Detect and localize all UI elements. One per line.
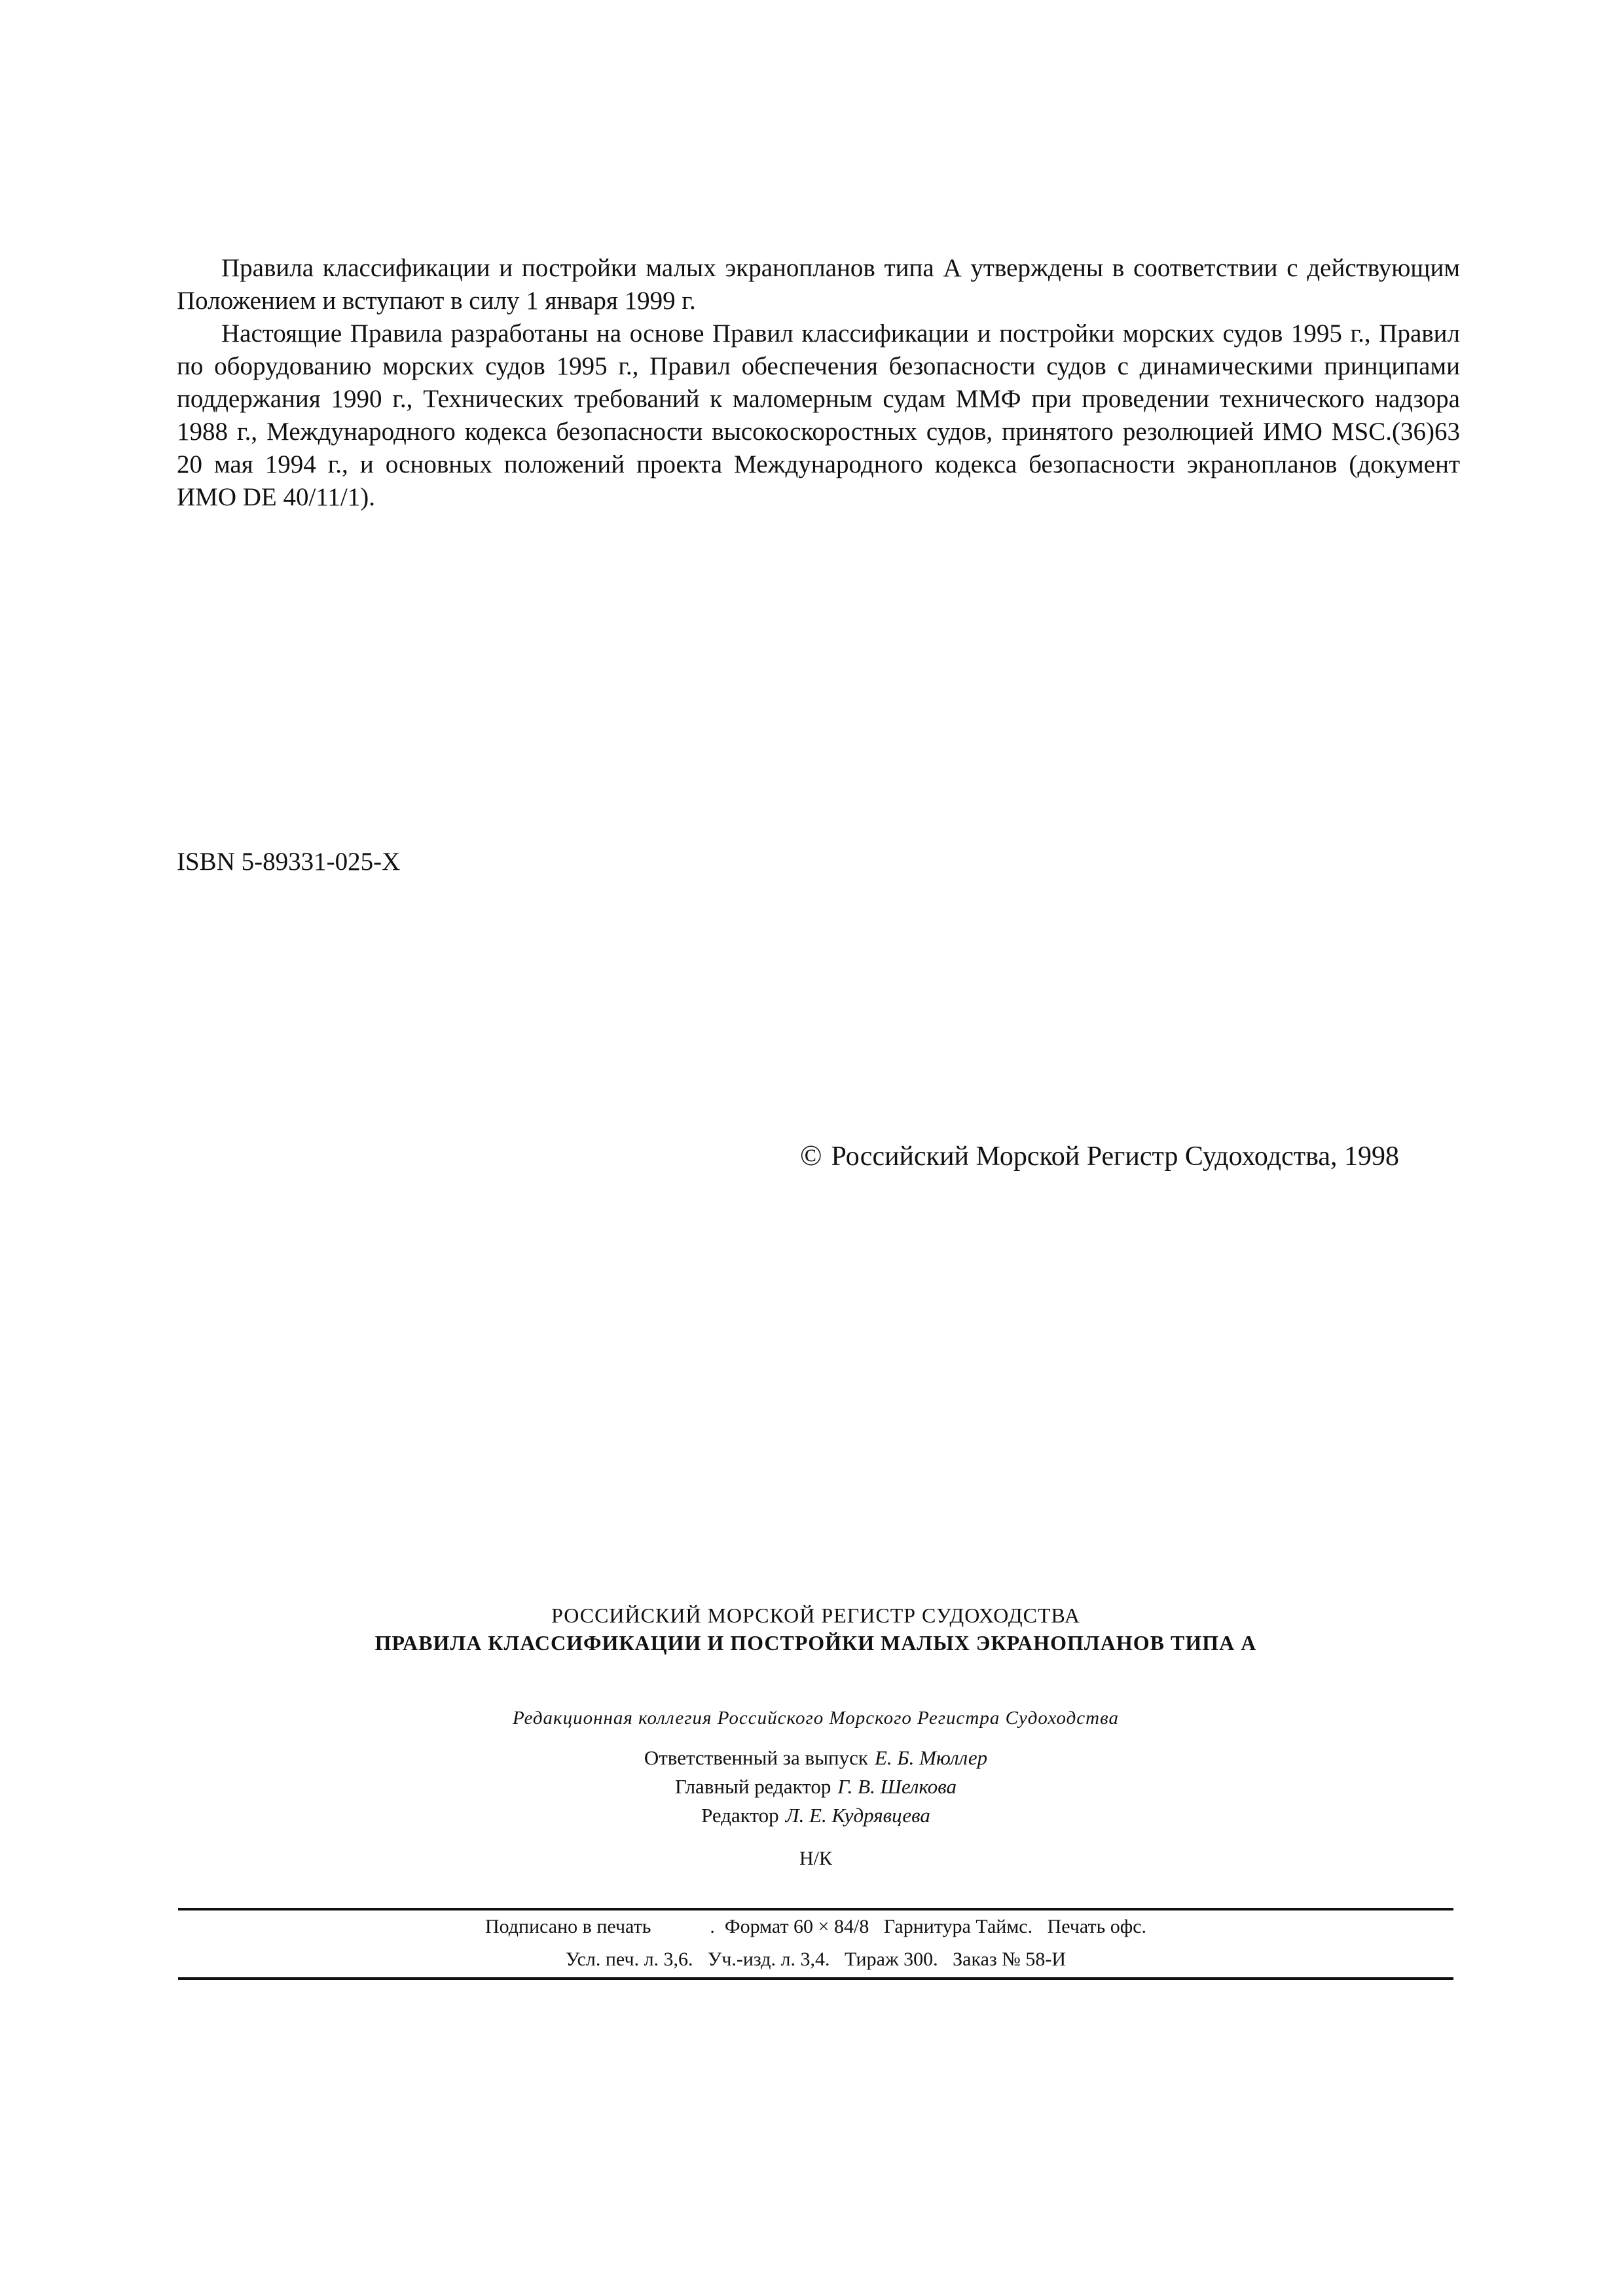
- copyright-notice: [800, 1139, 1399, 1174]
- print-info-bottom-rule: [178, 1977, 1453, 1980]
- imprint-editorial-board: Редакционная коллегия Российского Морского Регистра Судоходства: [513, 1708, 1119, 1729]
- staff-row-editor: [177, 1801, 1455, 1830]
- imprint-staff: [177, 1744, 1455, 1830]
- staff-name: Г. В. Шелкова: [837, 1775, 957, 1798]
- copyright-icon: ©: [800, 1139, 822, 1172]
- staff-role: Ответственный за выпуск: [644, 1746, 868, 1769]
- staff-row-responsible: [177, 1744, 1455, 1772]
- imprint-organization: РОССИЙСКИЙ МОРСКОЙ РЕГИСТР СУДОХОДСТВА: [551, 1604, 1080, 1627]
- staff-role: Редактор: [701, 1804, 779, 1827]
- print-info-line-2: Усл. печ. л. 3,6. Уч.-изд. л. 3,4. Тираж 300. Заказ № 58-И: [565, 1948, 1067, 1970]
- staff-role: Главный редактор: [674, 1775, 831, 1798]
- intro-paragraph-basis: Настоящие Правила разработаны на основе Правил классификации и постройки морских судов 1995 г., Правил по оборудованию морских судов 1995 г., Правил обеспечения безопасности судов с динамическими принципами поддержания 1990 г., Технических требований к маломерным судам ММФ при проведении технического надзора 1988 г., Международного кодекса безопасности высокоскоростных судов, принятого резолюцией ИМО MSC.(36)63 20 мая 1994 г., и основных положений проекта Международного кодекса безопасности экранопланов (документ ИМО DE 40/11/1).: [177, 319, 1460, 511]
- intro-text: [177, 252, 1460, 514]
- staff-name: Л. Е. Кудрявцева: [785, 1804, 930, 1827]
- staff-row-chief-editor: [177, 1772, 1455, 1801]
- intro-paragraph-approval: Правила классификации и постройки малых экранопланов типа А утверждены в соответствии с действующим Положением и вступают в силу 1 января 1999 г.: [177, 254, 1460, 315]
- imprint-nk-mark: Н/К: [799, 1848, 832, 1869]
- print-info-line-1: Подписано в печать . Формат 60 × 84/8 Гарнитура Таймс. Печать офс.: [484, 1916, 1147, 1937]
- isbn: ISBN 5-89331-025-X: [177, 848, 401, 876]
- copyright-text: Российский Морской Регистр Судоходства, 1998: [831, 1141, 1399, 1172]
- staff-name: Е. Б. Мюллер: [874, 1746, 988, 1769]
- imprint-title: ПРАВИЛА КЛАССИФИКАЦИИ И ПОСТРОЙКИ МАЛЫХ ЭКРАНОПЛАНОВ ТИПА А: [374, 1631, 1257, 1655]
